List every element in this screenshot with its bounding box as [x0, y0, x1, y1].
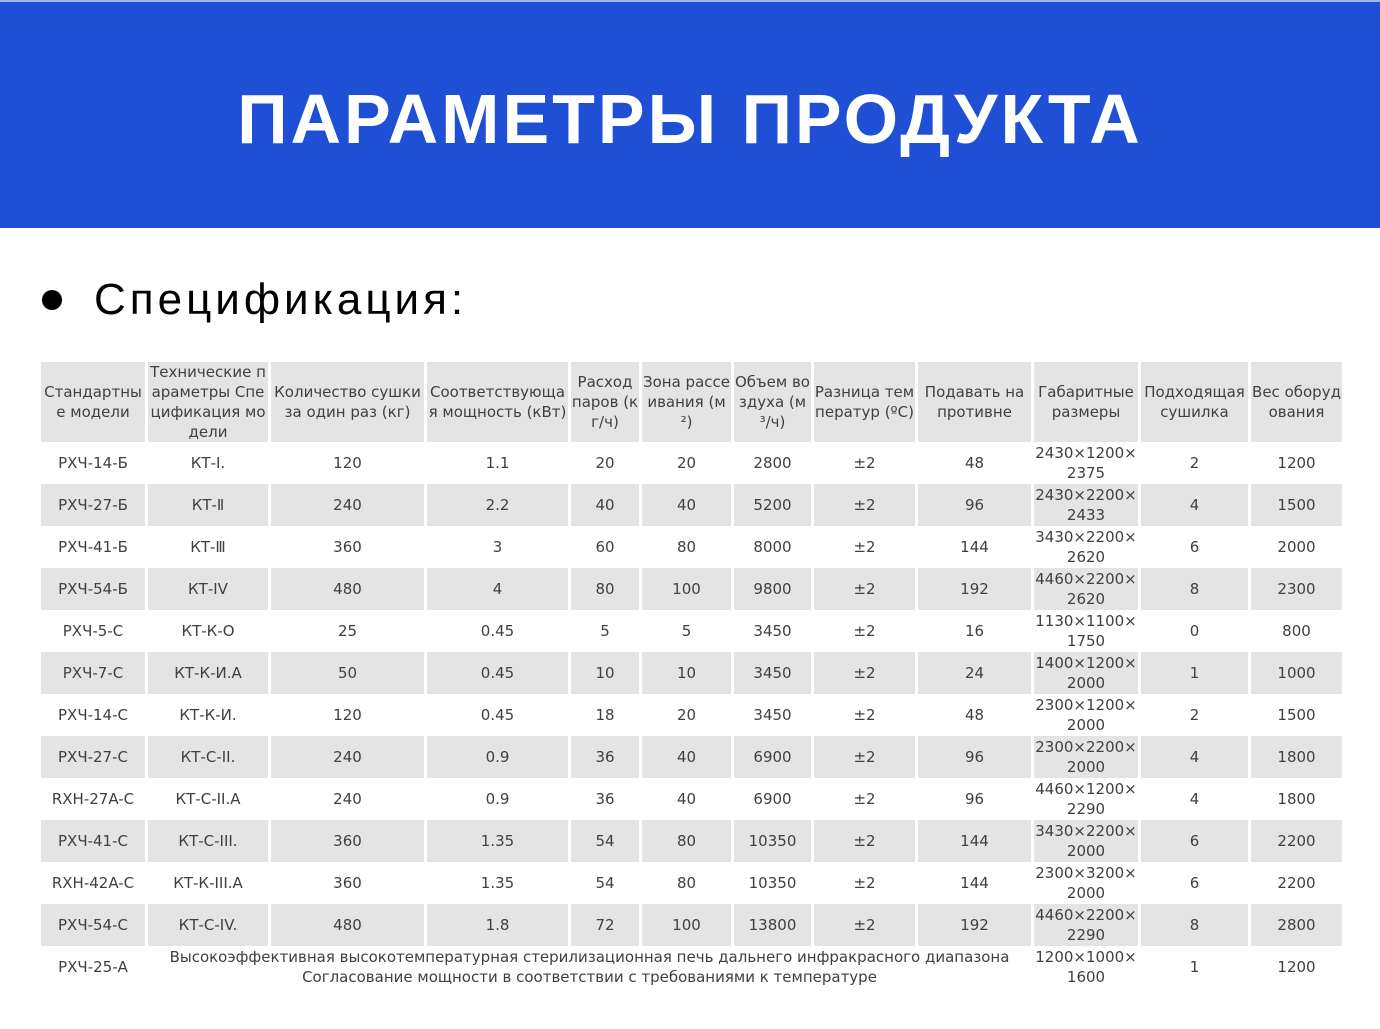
table-cell: КТ-С-II.А: [148, 778, 268, 820]
table-cell: 20: [571, 442, 639, 484]
table-cell: 360: [271, 820, 424, 862]
table-cell: ±2: [814, 484, 915, 526]
table-cell: 480: [271, 568, 424, 610]
table-cell: 60: [571, 526, 639, 568]
table-cell: 1000: [1251, 652, 1342, 694]
table-cell: 3430×2200×2620: [1035, 528, 1137, 566]
table-cell: КТ-С-II.: [148, 736, 268, 778]
table-cell: 144: [918, 862, 1031, 904]
column-header: Вес оборудования: [1251, 362, 1342, 442]
table-cell: 1.35: [427, 862, 568, 904]
table-cell: ±2: [814, 568, 915, 610]
table-cell: 4: [1141, 484, 1248, 526]
table-row: [41, 442, 1342, 484]
table-cell: 192: [918, 568, 1031, 610]
table-header-row: [41, 362, 1342, 442]
table-row: [41, 820, 1342, 862]
table-cell: 72: [571, 904, 639, 946]
table-cell: ±2: [814, 652, 915, 694]
table-row: [41, 568, 1342, 610]
table-cell: ±2: [814, 736, 915, 778]
table-cell: 10350: [734, 820, 811, 862]
table-cell: РХЧ-54-С: [41, 904, 145, 946]
table-row: [41, 736, 1342, 778]
table-row: [41, 694, 1342, 736]
page-title: ПАРАМЕТРЫ ПРОДУКТА: [237, 80, 1143, 158]
table-cell: 5: [571, 610, 639, 652]
table-cell: 2200: [1251, 820, 1342, 862]
table-cell: RXH-27A-C: [41, 778, 145, 820]
table-cell: КТ-К-III.А: [148, 862, 268, 904]
table-cell: 18: [571, 694, 639, 736]
table-cell: КТ-К-О: [148, 610, 268, 652]
table-cell: 240: [271, 484, 424, 526]
table-cell: РХЧ-27-С: [41, 736, 145, 778]
table-cell: 2430×1200×2375: [1035, 444, 1137, 482]
table-cell: 120: [271, 694, 424, 736]
table-cell: 24: [918, 652, 1031, 694]
table-cell: 1130×1100×1750: [1035, 612, 1137, 650]
table-row: [41, 652, 1342, 694]
table-cell: 50: [271, 652, 424, 694]
table-cell: 144: [918, 526, 1031, 568]
table-cell: 1200: [1251, 442, 1342, 484]
table-cell: 1400×1200×2000: [1035, 654, 1137, 692]
table-row: [41, 778, 1342, 820]
table-cell: 80: [571, 568, 639, 610]
table-cell: 10: [642, 652, 731, 694]
table-row: [41, 862, 1342, 904]
column-header: Зона рассеивания (м²): [642, 362, 731, 442]
table-cell: 48: [918, 694, 1031, 736]
table-cell: 0.45: [427, 652, 568, 694]
table-cell: RXH-42A-C: [41, 862, 145, 904]
table-cell: 80: [642, 526, 731, 568]
table-cell: 4460×2200×2290: [1035, 906, 1137, 944]
table-cell: ±2: [814, 862, 915, 904]
table-cell: 120: [271, 442, 424, 484]
table-cell: 2: [1141, 694, 1248, 736]
table-cell: 20: [642, 442, 731, 484]
table-cell: 96: [918, 484, 1031, 526]
table-cell: 4: [1141, 778, 1248, 820]
table-row: [41, 484, 1342, 526]
table-cell: ±2: [814, 694, 915, 736]
table-cell: 10: [571, 652, 639, 694]
table-cell: 40: [642, 778, 731, 820]
table-cell: 2300: [1251, 568, 1342, 610]
table-cell: 6900: [734, 778, 811, 820]
table-cell: КТ-К-И.А: [148, 652, 268, 694]
table-cell: РХЧ-5-С: [41, 610, 145, 652]
table-cell: 480: [271, 904, 424, 946]
table-cell: РХЧ-41-Б: [41, 526, 145, 568]
table-cell: 2800: [1251, 904, 1342, 946]
table-cell: 2300×3200×2000: [1035, 864, 1137, 902]
table-cell: 360: [271, 862, 424, 904]
table-cell: 2200: [1251, 862, 1342, 904]
table-cell: 3450: [734, 652, 811, 694]
table-cell: 240: [271, 778, 424, 820]
column-header: Объем воздуха (м³/ч): [734, 362, 811, 442]
table-cell: 4: [1141, 736, 1248, 778]
column-header: Разница температур (ºC): [814, 362, 915, 442]
table-cell: ±2: [814, 778, 915, 820]
table-cell: 0.9: [427, 778, 568, 820]
column-header: Подавать на противне: [918, 362, 1031, 442]
column-header: Габаритные размеры: [1034, 362, 1138, 442]
table-row: [41, 904, 1342, 946]
table-row: [41, 610, 1342, 652]
table-cell: 2: [1141, 442, 1248, 484]
table-cell: 4: [427, 568, 568, 610]
table-cell: ±2: [814, 526, 915, 568]
table-cell: 48: [918, 442, 1031, 484]
table-cell: 20: [642, 694, 731, 736]
column-header: Технические параметры Спецификация модели: [148, 362, 268, 442]
table-cell: 100: [642, 568, 731, 610]
section-heading: [42, 272, 467, 328]
table-cell: КТ-Ⅲ: [148, 526, 268, 568]
table-cell: 2300×1200×2000: [1035, 696, 1137, 734]
table-cell: ±2: [814, 904, 915, 946]
table-cell: 1200×1000×1600: [1035, 948, 1137, 986]
table-cell: 1800: [1251, 736, 1342, 778]
table-cell: РХЧ-14-С: [41, 694, 145, 736]
column-header: Стандартные модели: [41, 362, 145, 442]
table-cell: 3430×2200×2000: [1035, 822, 1137, 860]
title-banner: [0, 0, 1380, 228]
column-header: Расход паров (кг/ч): [571, 362, 639, 442]
table-cell: 5: [642, 610, 731, 652]
table-cell: 1800: [1251, 778, 1342, 820]
column-header: Подходящая сушилка: [1141, 362, 1248, 442]
specification-table: [38, 362, 1345, 988]
table-cell: 1500: [1251, 484, 1342, 526]
table-cell: 0: [1141, 610, 1248, 652]
table-cell: 40: [642, 736, 731, 778]
table-cell: 1: [1141, 652, 1248, 694]
table-cell: 192: [918, 904, 1031, 946]
table-cell: 6: [1141, 526, 1248, 568]
table-body: [41, 442, 1342, 988]
table-cell: 100: [642, 904, 731, 946]
section-heading-text: Спецификация:: [94, 275, 468, 324]
table-cell: 2300×2200×2000: [1035, 738, 1137, 776]
description-cell: Высокоэффективная высокотемпературная стерилизационная печь дальнего инфракрасного диапазона Согласование мощности в соответствии с требованиями к температуре: [148, 946, 1031, 988]
table-cell: ±2: [814, 442, 915, 484]
table-cell: 1.8: [427, 904, 568, 946]
table-cell: КТ-IV: [148, 568, 268, 610]
table-cell: 2.2: [427, 484, 568, 526]
table-cell: 2000: [1251, 526, 1342, 568]
table-row: [41, 526, 1342, 568]
table-cell: 1500: [1251, 694, 1342, 736]
table-cell: 1.35: [427, 820, 568, 862]
table-row-last: [41, 946, 1342, 988]
table-cell: ±2: [814, 610, 915, 652]
table-cell: РХЧ-41-С: [41, 820, 145, 862]
table-cell: КТ-С-III.: [148, 820, 268, 862]
table-cell: 9800: [734, 568, 811, 610]
table-cell: 8: [1141, 568, 1248, 610]
table-cell: 80: [642, 820, 731, 862]
table-cell: РХЧ-25-А: [41, 946, 145, 988]
table-cell: ±2: [814, 820, 915, 862]
table-cell: 1.1: [427, 442, 568, 484]
table-cell: РХЧ-14-Б: [41, 442, 145, 484]
table-cell: 13800: [734, 904, 811, 946]
table-cell: 6900: [734, 736, 811, 778]
table-cell: 0.9: [427, 736, 568, 778]
table-cell: 6: [1141, 820, 1248, 862]
table-cell: 360: [271, 526, 424, 568]
table-cell: 40: [642, 484, 731, 526]
table-cell: 4460×2200×2620: [1035, 570, 1137, 608]
table-cell: 1200: [1251, 946, 1342, 988]
table-cell: 96: [918, 736, 1031, 778]
table-cell: 54: [571, 820, 639, 862]
table-cell: 3: [427, 526, 568, 568]
table-cell: КТ-I.: [148, 442, 268, 484]
table-cell: 80: [642, 862, 731, 904]
table-cell: 144: [918, 820, 1031, 862]
table-cell: 240: [271, 736, 424, 778]
table-cell: 0.45: [427, 610, 568, 652]
table-cell: 4460×1200×2290: [1035, 780, 1137, 818]
table-cell: 8000: [734, 526, 811, 568]
table-cell: КТ-С-IV.: [148, 904, 268, 946]
table-cell: 36: [571, 778, 639, 820]
table-cell: 1: [1141, 946, 1248, 988]
table-cell: 2430×2200×2433: [1035, 486, 1137, 524]
column-header: Количество сушки за один раз (кг): [271, 362, 424, 442]
table-cell: 2800: [734, 442, 811, 484]
table-cell: КТ-К-И.: [148, 694, 268, 736]
table-cell: 25: [271, 610, 424, 652]
table-cell: 54: [571, 862, 639, 904]
table-cell: РХЧ-7-С: [41, 652, 145, 694]
table-cell: 5200: [734, 484, 811, 526]
table-cell: 3450: [734, 610, 811, 652]
table-cell: 16: [918, 610, 1031, 652]
table-cell: РХЧ-54-Б: [41, 568, 145, 610]
table-cell: 96: [918, 778, 1031, 820]
table-cell: 10350: [734, 862, 811, 904]
table-cell: РХЧ-27-Б: [41, 484, 145, 526]
table-cell: 6: [1141, 862, 1248, 904]
bullet-icon: [42, 290, 62, 310]
table-cell: 3450: [734, 694, 811, 736]
table-cell: 40: [571, 484, 639, 526]
table-cell: 36: [571, 736, 639, 778]
table-cell: 8: [1141, 904, 1248, 946]
table-cell: КТ-Ⅱ: [148, 484, 268, 526]
column-header: Соответствующая мощность (кВт): [427, 362, 568, 442]
table-cell: 0.45: [427, 694, 568, 736]
table-cell: 800: [1251, 610, 1342, 652]
